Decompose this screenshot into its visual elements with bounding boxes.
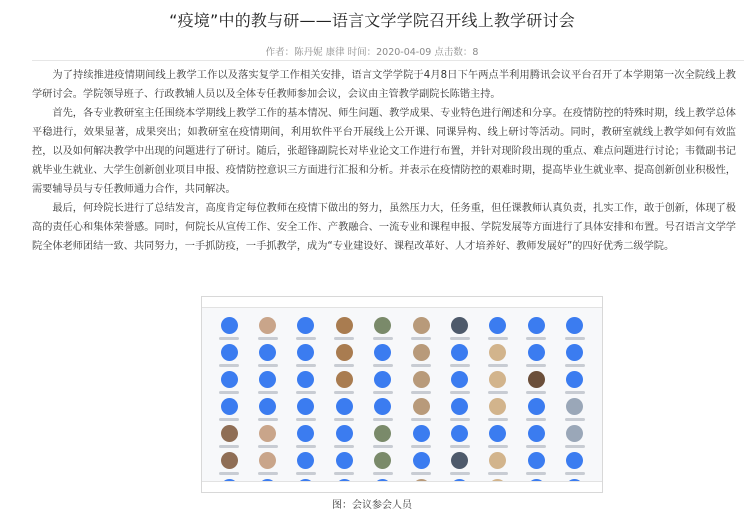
participant-name-bar — [219, 472, 239, 475]
participant-avatar — [297, 317, 314, 334]
participant-tile — [248, 425, 286, 452]
participant-tile — [517, 344, 555, 371]
participant-name-bar — [334, 472, 354, 475]
participant-avatar — [336, 371, 353, 388]
participant-tile — [517, 452, 555, 479]
participant-name-bar — [411, 445, 431, 448]
participant-avatar — [451, 371, 468, 388]
participant-tile — [556, 371, 594, 398]
participant-avatar — [489, 371, 506, 388]
participant-tile — [556, 452, 594, 479]
meeting-toolbar — [202, 481, 602, 492]
paragraph-2: 首先，各专业教研室主任围绕本学期线上教学工作的基本情况、师生问题、教学成果、专业特色进行阐述和分享。在疫情防控的特殊时期，线上教学总体平稳进行，效果显著，成果突出；如教研室在疫情期间，利用软件平台开展线上公开课、同课异构、线上研讨等活动。同时，教研室就线上教学如何有效监控，以及如何解决教学中出现的问题进行了研讨。随后，张超锋副院长对毕业论文工作进行布置，并针对现阶段出现的重点、难点问题进行讨论；韦微副书记就毕业生就业、大学生创新创业项目申报、疫情防控意识三方面进行汇报和分析。并表示在疫情防控的艰难时期，提高毕业生就业率、提高创新创业积极性，需要辅导员与专任教师通力合作，共同解决。 — [32, 108, 736, 195]
participant-tile — [287, 317, 325, 344]
participant-avatar — [566, 425, 583, 442]
participant-avatar — [528, 398, 545, 415]
participant-name-bar — [450, 364, 470, 367]
image-caption: 图：会议参会人员 — [332, 500, 412, 511]
participant-tile — [210, 425, 248, 452]
participant-tile — [325, 317, 363, 344]
participant-name-bar — [450, 472, 470, 475]
participant-name-bar — [373, 418, 393, 421]
participant-name-bar — [334, 364, 354, 367]
participant-name-bar — [411, 391, 431, 394]
participant-name-bar — [258, 391, 278, 394]
participant-tile — [364, 452, 402, 479]
participant-tile — [210, 344, 248, 371]
participant-avatar — [374, 398, 391, 415]
participant-name-bar — [411, 364, 431, 367]
participant-tile — [248, 398, 286, 425]
participant-avatar — [451, 452, 468, 469]
participant-tile — [248, 317, 286, 344]
participant-name-bar — [526, 337, 546, 340]
participant-name-bar — [373, 472, 393, 475]
participant-avatar — [221, 452, 238, 469]
participant-name-bar — [258, 337, 278, 340]
participant-avatar — [566, 344, 583, 361]
participant-name-bar — [296, 418, 316, 421]
article-meta: 作者：陈丹妮 康律 时间：2020-04-09 点击数：8 — [265, 47, 479, 58]
participant-tile — [479, 317, 517, 344]
participant-avatar — [566, 317, 583, 334]
participant-avatar — [413, 398, 430, 415]
participant-name-bar — [488, 337, 508, 340]
participant-tile — [287, 398, 325, 425]
participant-name-bar — [373, 364, 393, 367]
participant-tile — [479, 344, 517, 371]
article-title: “疫境”中的教与研——语言文学学院召开线上教学研讨会 — [169, 11, 575, 30]
participant-name-bar — [296, 364, 316, 367]
participant-avatar — [374, 344, 391, 361]
participant-avatar — [374, 371, 391, 388]
participant-tile — [440, 344, 478, 371]
participant-name-bar — [258, 472, 278, 475]
participant-tile — [556, 425, 594, 452]
participant-tile — [364, 398, 402, 425]
participant-avatar — [528, 452, 545, 469]
participant-avatar — [451, 317, 468, 334]
participant-name-bar — [334, 337, 354, 340]
participant-avatar — [374, 425, 391, 442]
participant-name-bar — [565, 418, 585, 421]
participant-name-bar — [373, 445, 393, 448]
participant-name-bar — [565, 364, 585, 367]
participant-tile — [210, 317, 248, 344]
participant-tile — [440, 371, 478, 398]
participant-name-bar — [296, 445, 316, 448]
participant-tile — [325, 452, 363, 479]
participant-name-bar — [334, 445, 354, 448]
participant-avatar — [489, 317, 506, 334]
participant-avatar — [221, 317, 238, 334]
participant-avatar — [336, 452, 353, 469]
participant-tile — [440, 425, 478, 452]
participant-tile — [479, 371, 517, 398]
participant-name-bar — [526, 364, 546, 367]
participant-avatar — [451, 425, 468, 442]
meeting-participants-image — [201, 296, 603, 493]
participant-name-bar — [373, 391, 393, 394]
participant-tile — [325, 398, 363, 425]
participant-tile — [287, 425, 325, 452]
participant-tile — [479, 398, 517, 425]
participant-avatar — [528, 317, 545, 334]
participant-tile — [440, 452, 478, 479]
participant-tile — [287, 371, 325, 398]
participant-avatar — [221, 344, 238, 361]
participant-avatar — [336, 344, 353, 361]
participant-avatar — [489, 398, 506, 415]
participant-tile — [325, 425, 363, 452]
participant-tile — [364, 425, 402, 452]
participant-name-bar — [411, 418, 431, 421]
participant-avatar — [566, 398, 583, 415]
participant-name-bar — [334, 391, 354, 394]
participant-name-bar — [219, 337, 239, 340]
article-body — [32, 66, 736, 256]
participant-tile — [402, 425, 440, 452]
title-divider — [32, 60, 744, 61]
participant-tile — [556, 344, 594, 371]
participant-name-bar — [565, 391, 585, 394]
participant-name-bar — [411, 472, 431, 475]
participant-tile — [402, 371, 440, 398]
participant-avatar — [413, 317, 430, 334]
paragraph-1: 为了持续推进疫情期间线上教学工作以及落实复学工作相关安排，语言文学学院于4月8日下午两点半利用腾讯会议平台召开了本学期第一次全院线上教学研讨会。学院领导班子、行政教辅人员以及全体专任教师参加会议，会议由主管教学副院长陈锴主持。 — [32, 70, 736, 100]
participant-tile — [402, 317, 440, 344]
participant-tile — [517, 371, 555, 398]
meeting-window-titlebar — [202, 297, 602, 308]
participant-name-bar — [488, 472, 508, 475]
participant-name-bar — [526, 445, 546, 448]
participant-avatar — [451, 398, 468, 415]
participant-avatar — [259, 371, 276, 388]
participant-avatar — [566, 371, 583, 388]
participant-avatar — [336, 317, 353, 334]
participant-avatar — [221, 371, 238, 388]
participant-name-bar — [411, 337, 431, 340]
participant-avatar — [374, 452, 391, 469]
participant-avatar — [259, 317, 276, 334]
participant-avatar — [259, 425, 276, 442]
participant-tile — [325, 344, 363, 371]
participant-name-bar — [219, 445, 239, 448]
participant-name-bar — [258, 364, 278, 367]
participant-avatar — [336, 398, 353, 415]
participant-tile — [287, 452, 325, 479]
participant-tile — [210, 371, 248, 398]
participant-avatar — [297, 452, 314, 469]
participant-tile — [479, 452, 517, 479]
participant-name-bar — [526, 418, 546, 421]
participant-avatar — [413, 425, 430, 442]
participant-tile — [440, 398, 478, 425]
participant-name-bar — [450, 391, 470, 394]
participant-avatar — [297, 425, 314, 442]
participant-grid — [210, 317, 594, 493]
participant-avatar — [259, 452, 276, 469]
participant-tile — [364, 344, 402, 371]
participant-name-bar — [219, 418, 239, 421]
participant-tile — [248, 452, 286, 479]
participant-avatar — [413, 371, 430, 388]
participant-name-bar — [373, 337, 393, 340]
participant-name-bar — [526, 391, 546, 394]
participant-tile — [517, 317, 555, 344]
participant-name-bar — [565, 337, 585, 340]
participant-tile — [517, 398, 555, 425]
participant-name-bar — [296, 472, 316, 475]
participant-tile — [248, 371, 286, 398]
participant-avatar — [489, 425, 506, 442]
participant-name-bar — [565, 472, 585, 475]
participant-name-bar — [488, 445, 508, 448]
participant-tile — [440, 317, 478, 344]
participant-avatar — [566, 452, 583, 469]
participant-name-bar — [296, 391, 316, 394]
participant-avatar — [489, 452, 506, 469]
participant-avatar — [528, 371, 545, 388]
participant-avatar — [259, 398, 276, 415]
participant-avatar — [413, 344, 430, 361]
participant-tile — [556, 317, 594, 344]
participant-avatar — [221, 398, 238, 415]
participant-name-bar — [450, 337, 470, 340]
participant-avatar — [528, 425, 545, 442]
participant-name-bar — [565, 445, 585, 448]
participant-tile — [402, 344, 440, 371]
participant-avatar — [297, 344, 314, 361]
participant-avatar — [297, 371, 314, 388]
participant-name-bar — [450, 418, 470, 421]
participant-avatar — [221, 425, 238, 442]
participant-name-bar — [296, 337, 316, 340]
participant-avatar — [528, 344, 545, 361]
participant-avatar — [451, 344, 468, 361]
participant-name-bar — [258, 418, 278, 421]
paragraph-3: 最后，何玲院长进行了总结发言，高度肯定每位教师在疫情下做出的努力，虽然压力大，任务重，但任课教师认真负责，扎实工作，敢于创新，体现了极高的责任心和集体荣誉感。同时，何院长从宣传工作、安全工作、产教融合、一流专业和课程申报、学院发展等方面进行了具体安排和布置。号召语言文学学院全体老师团结一致、共同努力，一手抓防疫，一手抓教学，成为“专业建设好、课程改革好、人才培养好、教师发展好”的四好优秀二级学院。 — [32, 203, 736, 252]
participant-tile — [364, 317, 402, 344]
participant-tile — [325, 371, 363, 398]
participant-tile — [248, 344, 286, 371]
participant-avatar — [489, 344, 506, 361]
participant-avatar — [413, 452, 430, 469]
participant-avatar — [259, 344, 276, 361]
participant-avatar — [336, 425, 353, 442]
participant-tile — [364, 371, 402, 398]
participant-tile — [517, 425, 555, 452]
participant-tile — [287, 344, 325, 371]
participant-name-bar — [219, 391, 239, 394]
participant-tile — [556, 398, 594, 425]
participant-name-bar — [258, 445, 278, 448]
participant-name-bar — [526, 472, 546, 475]
participant-name-bar — [450, 445, 470, 448]
participant-tile — [402, 398, 440, 425]
participant-tile — [210, 452, 248, 479]
participant-avatar — [374, 317, 391, 334]
participant-name-bar — [334, 418, 354, 421]
participant-tile — [479, 425, 517, 452]
participant-name-bar — [488, 364, 508, 367]
participant-name-bar — [219, 364, 239, 367]
participant-tile — [210, 398, 248, 425]
participant-name-bar — [488, 391, 508, 394]
participant-tile — [402, 452, 440, 479]
participant-avatar — [297, 398, 314, 415]
participant-name-bar — [488, 418, 508, 421]
